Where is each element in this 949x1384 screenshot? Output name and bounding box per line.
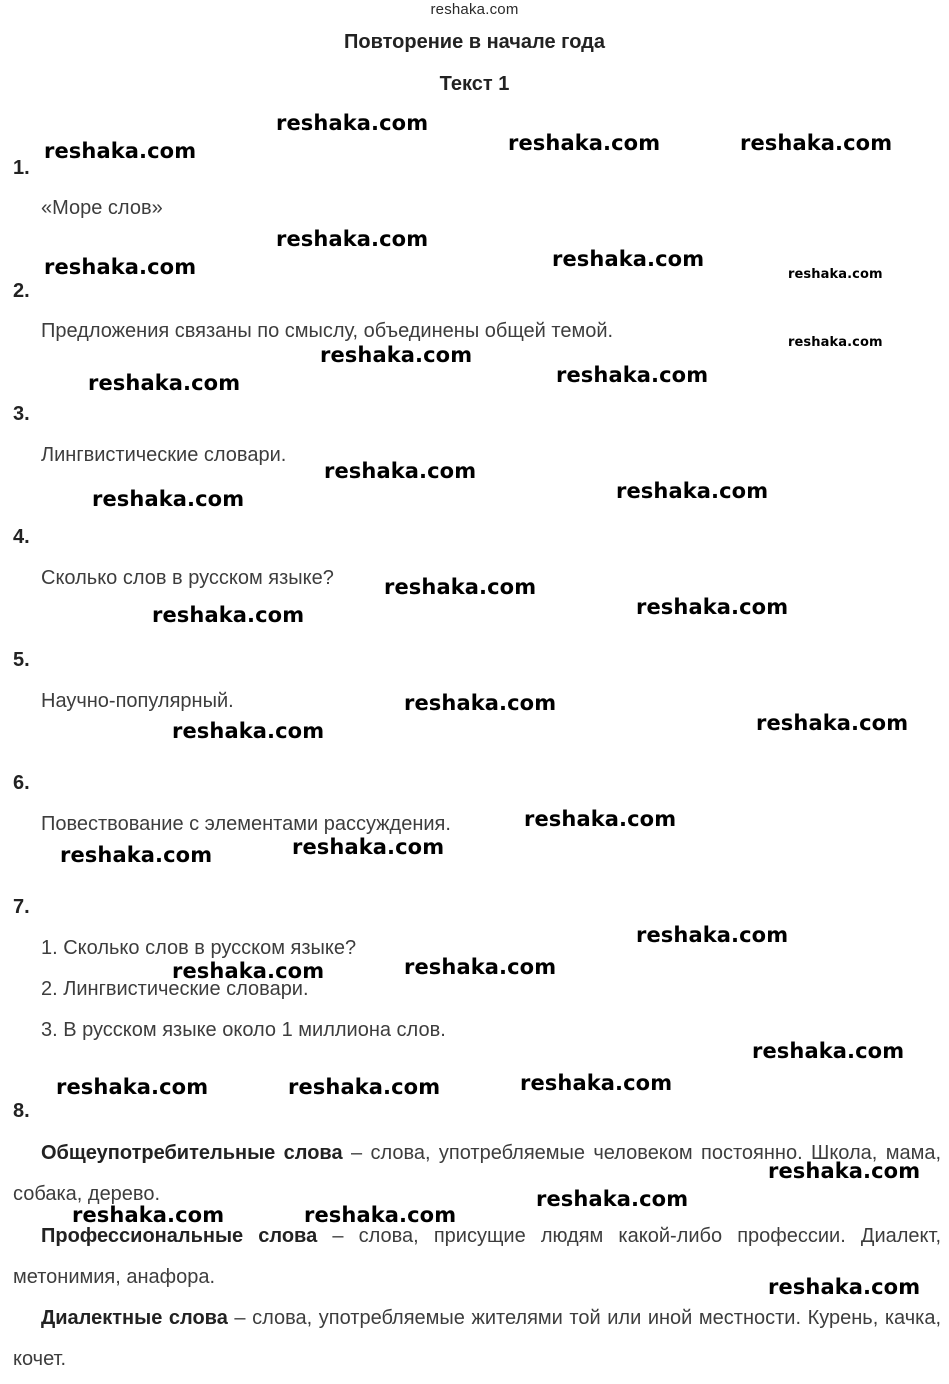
plan-item-1: 1. Сколько слов в русском языке? — [41, 937, 357, 959]
site-header[interactable]: reshaka.com — [430, 1, 519, 18]
watermark: reshaka.com — [288, 1075, 441, 1099]
definition-term: Общеупотребительные слова — [41, 1142, 343, 1164]
question-number-3: 3. — [13, 403, 30, 425]
question-number-1: 1. — [13, 157, 30, 179]
watermark: reshaka.com — [404, 691, 557, 715]
page-title: Повторение в начале года — [343, 31, 605, 53]
watermark: reshaka.com — [292, 835, 445, 859]
watermark: reshaka.com — [552, 247, 705, 271]
answer-1: «Море слов» — [41, 197, 163, 219]
definition-text: – слова, употребляемые человеком постоянно. Школа, мама, собака, дерево. — [13, 1142, 941, 1205]
text-subtitle: Текст 1 — [439, 73, 510, 95]
watermark: reshaka.com — [384, 575, 537, 599]
definition-text: – слова, употребляемые жителями той или иной местности. Курень, качка, кочет. — [13, 1307, 942, 1370]
watermark: reshaka.com — [152, 603, 305, 627]
plan-item-3: 3. В русском языке около 1 миллиона слов. — [41, 1019, 446, 1041]
question-number-6: 6. — [13, 772, 30, 794]
watermark: reshaka.com — [536, 1187, 689, 1211]
watermark: reshaka.com — [524, 807, 677, 831]
question-number-5: 5. — [13, 649, 30, 671]
watermark: reshaka.com — [72, 1203, 225, 1227]
watermark: reshaka.com — [304, 1203, 457, 1227]
watermark: reshaka.com — [276, 111, 429, 135]
answer-3: Лингвистические словари. — [41, 444, 287, 466]
watermark: reshaka.com — [556, 363, 709, 387]
question-number-8: 8. — [13, 1100, 30, 1122]
watermark: reshaka.com — [60, 843, 213, 867]
plan-item-2: 2. Лингвистические словари. — [41, 978, 309, 1000]
watermark: reshaka.com — [788, 335, 883, 350]
watermark: reshaka.com — [636, 923, 789, 947]
watermark: reshaka.com — [276, 227, 429, 251]
question-number-4: 4. — [13, 526, 30, 548]
definition-dialect-words — [13, 1298, 941, 1380]
watermark: reshaka.com — [768, 1275, 921, 1299]
answer-5: Научно-популярный. — [41, 690, 234, 712]
watermark: reshaka.com — [508, 131, 661, 155]
watermark: reshaka.com — [44, 255, 197, 279]
definition-term: Профессиональные слова — [41, 1225, 318, 1247]
watermark: reshaka.com — [740, 131, 893, 155]
answer-2: Предложения связаны по смыслу, объединены общей темой. — [41, 320, 614, 342]
question-number-7: 7. — [13, 896, 30, 918]
watermark: reshaka.com — [44, 139, 197, 163]
watermark: reshaka.com — [756, 711, 909, 735]
watermark: reshaka.com — [616, 479, 769, 503]
question-number-2: 2. — [13, 280, 30, 302]
watermark: reshaka.com — [520, 1071, 673, 1095]
watermark: reshaka.com — [404, 955, 557, 979]
watermark: reshaka.com — [324, 459, 477, 483]
watermark: reshaka.com — [88, 371, 241, 395]
answer-6: Повествование с элементами рассуждения. — [41, 813, 451, 835]
answer-4: Сколько слов в русском языке? — [41, 567, 334, 589]
watermark: reshaka.com — [788, 267, 883, 282]
definition-text: – слова, присущие людям какой-либо профессии. Диалект, метонимия, анафора. — [13, 1225, 942, 1288]
watermark: reshaka.com — [56, 1075, 209, 1099]
definition-term: Диалектные слова — [41, 1307, 228, 1329]
watermark: reshaka.com — [320, 343, 473, 367]
watermark: reshaka.com — [636, 595, 789, 619]
watermark: reshaka.com — [172, 959, 325, 983]
watermark: reshaka.com — [768, 1159, 921, 1183]
watermark: reshaka.com — [172, 719, 325, 743]
watermark: reshaka.com — [752, 1039, 905, 1063]
watermark: reshaka.com — [92, 487, 245, 511]
